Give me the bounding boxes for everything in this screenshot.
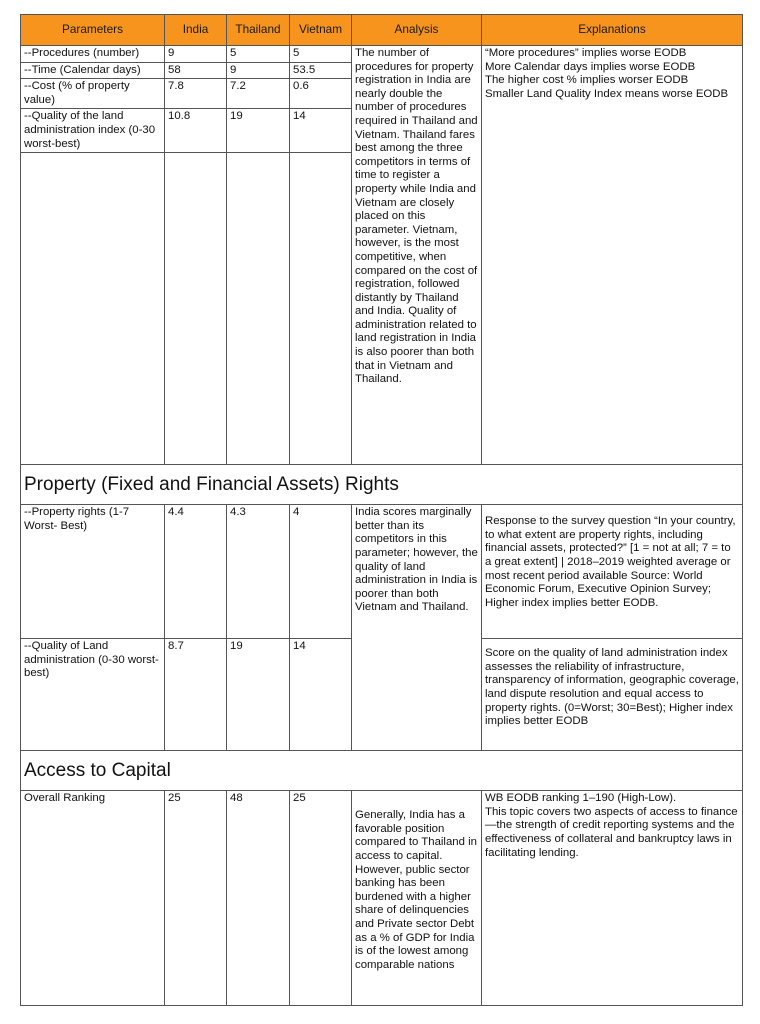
thailand-value: 19: [227, 639, 290, 751]
explanation-line: WB EODB ranking 1–190 (High-Low).: [485, 792, 677, 805]
explanation-line: “More procedures” implies worse EODB: [485, 47, 687, 59]
explanation-line: Smaller Land Quality Index means worse EODB: [485, 87, 729, 100]
india-value: 7.8: [165, 79, 227, 109]
india-value: 10.8: [165, 109, 227, 153]
header-parameters: Parameters: [21, 15, 165, 46]
section-heading-row: [21, 751, 743, 791]
thailand-value: 5: [227, 46, 290, 63]
thailand-value: 7.2: [227, 79, 290, 109]
india-value: 4.4: [165, 505, 227, 639]
empty-cell: [290, 153, 352, 465]
analysis-cell: The number of procedures for property registration in India are nearly double the number of procedures required in Thailand and Vietnam. Thailand fares best among the three competitors in terms of time to register a property while India and Vietnam are closely placed on this parameter. Vietnam, however, is the most competitive, when compared on the cost of registration, followed distantly by Thailand and India. Quality of administration related to land registration in India is also poorer than both that in Vietnam and Thailand.: [352, 46, 482, 465]
header-explanations: Explanations: [482, 15, 743, 46]
vietnam-value: 53.5: [290, 62, 352, 79]
vietnam-value: 5: [290, 46, 352, 63]
vietnam-value: 25: [290, 791, 352, 1006]
explanation-line: This topic covers two aspects of access to finance—the strength of credit reporting systems and the effectiveness of collateral and bankruptcy laws in facilitating lending.: [485, 805, 738, 859]
section-title: Access to Capital: [21, 751, 743, 791]
explanation-cell: Response to the survey question “In your country, to what extent are property rights, including financial assets, protected?” [1 = not at all; 7 = to a great extent] | 2018–2019 weighted average or most recent period available Source: World Economic Forum, Executive Opinion Survey; Higher index implies better EODB.: [482, 505, 743, 639]
section-title: Property (Fixed and Financial Assets) Rights: [21, 465, 743, 505]
vietnam-value: 14: [290, 639, 352, 751]
analysis-cell: India scores marginally better than its competitors in this parameter; however, the quality of land administration in India is poorer than both Vietnam and Thailand.: [352, 505, 482, 751]
table-row: [21, 505, 743, 639]
vietnam-value: 4: [290, 505, 352, 639]
param-cell: --Quality of Land administration (0-30 worst- best): [21, 639, 165, 751]
document: [20, 14, 742, 1006]
header-row: [21, 15, 743, 46]
header-vietnam: Vietnam: [290, 15, 352, 46]
table-row: [21, 791, 743, 1006]
section-heading-row: [21, 465, 743, 505]
thailand-value: 48: [227, 791, 290, 1006]
header-thailand: Thailand: [227, 15, 290, 46]
explanation-line: More Calendar days implies worse EODB: [485, 60, 696, 73]
thailand-value: 19: [227, 109, 290, 153]
table-row: [21, 46, 743, 63]
thailand-value: 9: [227, 62, 290, 79]
eodb-comparison-table: [20, 14, 743, 1006]
explanation-line: The higher cost % implies worser EODB: [485, 74, 689, 87]
vietnam-value: 14: [290, 109, 352, 153]
india-value: 9: [165, 46, 227, 63]
thailand-value: 4.3: [227, 505, 290, 639]
empty-cell: [21, 153, 165, 465]
header-analysis: Analysis: [352, 15, 482, 46]
explanation-cell: [482, 791, 743, 1006]
param-cell: --Time (Calendar days): [21, 62, 165, 79]
analysis-cell: Generally, India has a favorable position compared to Thailand in access to capital. However, public sector banking has been burdened with a higher share of delinquencies and Private sector Debt as a % of GDP for India is of the lowest among comparable nations: [352, 791, 482, 1006]
india-value: 58: [165, 62, 227, 79]
param-cell: --Property rights (1-7 Worst- Best): [21, 505, 165, 639]
india-value: 8.7: [165, 639, 227, 751]
india-value: 25: [165, 791, 227, 1006]
explanation-cell: [482, 46, 743, 465]
explanation-cell: Score on the quality of land administration index assesses the reliability of infrastructure, transparency of information, geographic coverage, land dispute resolution and equal access to property rights. (0=Worst; 30=Best); Higher index implies better EODB: [482, 639, 743, 751]
empty-cell: [165, 153, 227, 465]
vietnam-value: 0.6: [290, 79, 352, 109]
param-cell: --Procedures (number): [21, 46, 165, 63]
header-india: India: [165, 15, 227, 46]
empty-cell: [227, 153, 290, 465]
param-cell: Overall Ranking: [21, 791, 165, 1006]
param-cell: --Quality of the land administration index (0-30 worst-best): [21, 109, 165, 153]
param-cell: --Cost (% of property value): [21, 79, 165, 109]
